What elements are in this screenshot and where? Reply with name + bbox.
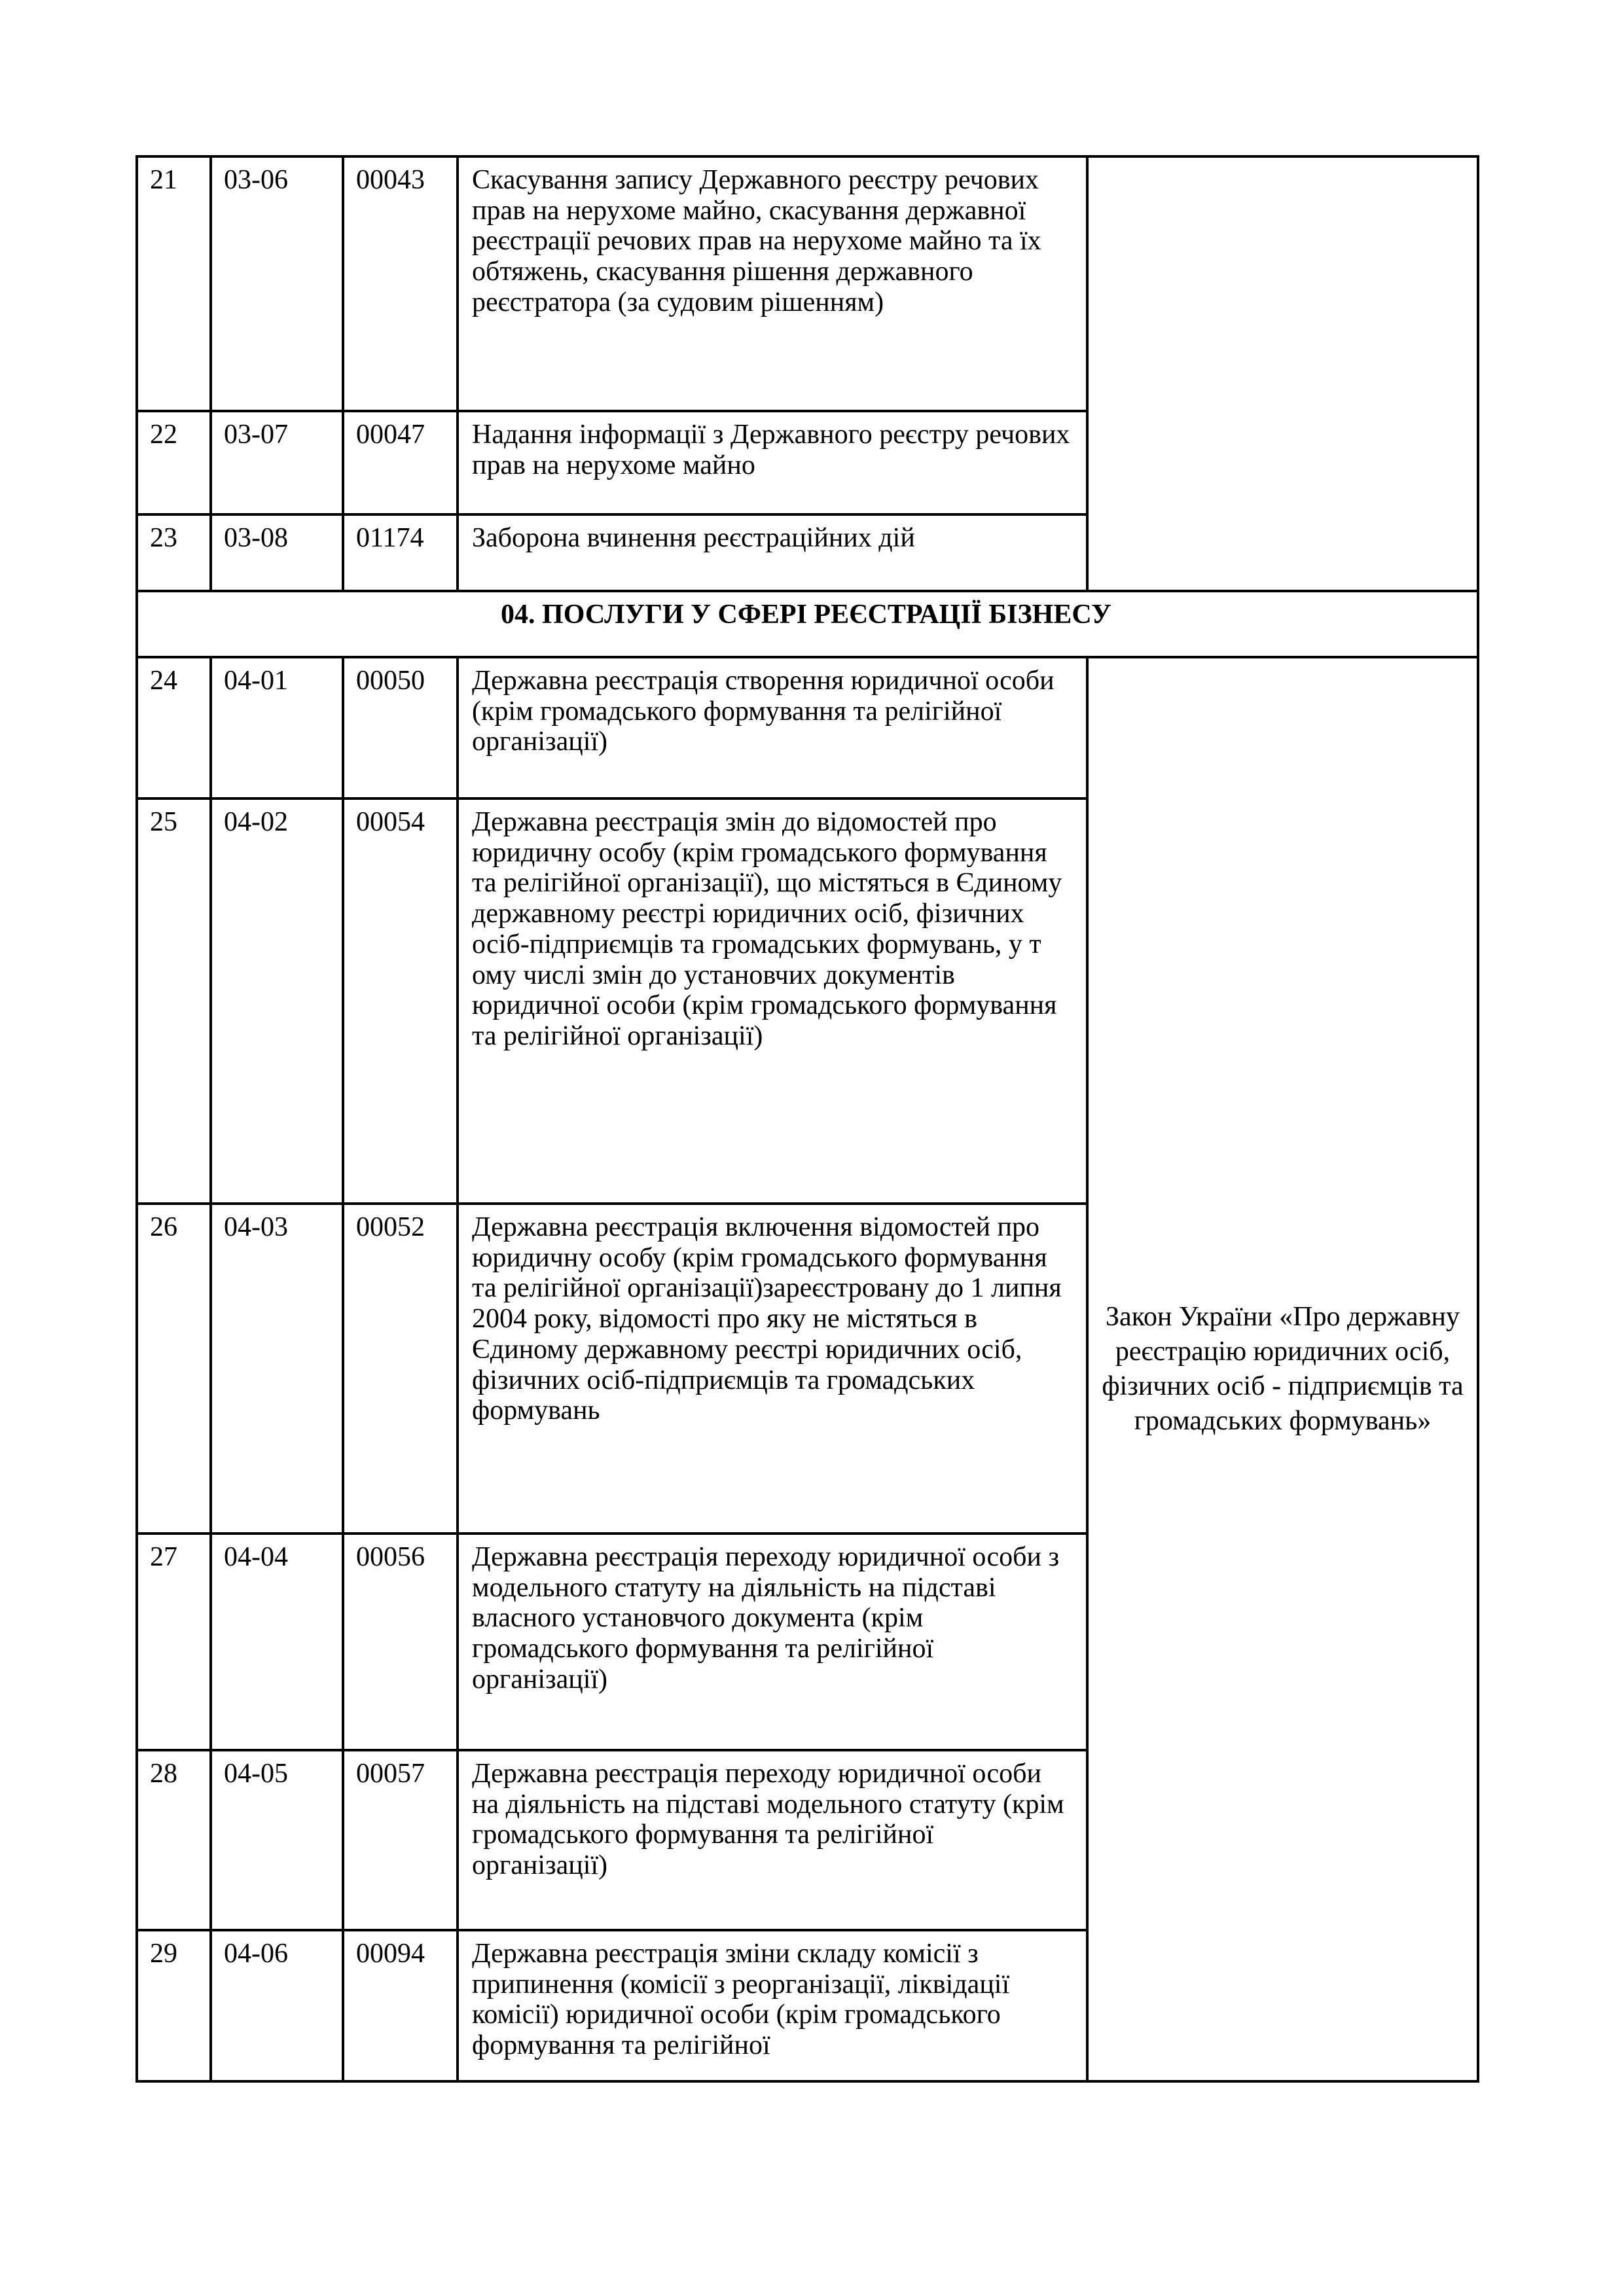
service-id: 00056: [356, 1542, 425, 1572]
service-id: 00052: [356, 1212, 425, 1242]
row-number: 25: [150, 807, 177, 837]
service-name: Державна реєстрація переходу юридичної особи на діяльність на підставі модельного статуту (крім громадського формування та релігійної організації): [472, 1759, 1064, 1881]
service-code: 04-01: [224, 666, 288, 696]
service-name: Державна реєстрація створення юридичної особи (крім громадського формування та релігійної організації): [472, 666, 1055, 757]
service-id: 00054: [356, 807, 425, 837]
service-code: 03-06: [224, 165, 288, 195]
services-table: [135, 155, 1477, 2080]
service-id: 00057: [356, 1759, 425, 1789]
service-id: 00043: [356, 165, 425, 195]
service-code: 04-06: [224, 1939, 288, 1969]
service-code: 04-05: [224, 1759, 288, 1789]
row-number: 27: [150, 1542, 177, 1572]
service-name: Державна реєстрація переходу юридичної особи з модельного статуту на діяльність на підставі власного установчого документа (крім громадського формування та релігійної організації): [472, 1542, 1060, 1695]
table-border-bottom: [135, 2080, 1479, 2083]
service-code: 03-08: [224, 523, 288, 553]
legal-basis-section04: Закон України «Про державну реєстрацію юридичних осіб, фізичних осіб - підприємців та громадських формувань»: [1102, 1302, 1464, 1436]
service-code: 04-02: [224, 807, 288, 837]
row-number: 23: [150, 523, 177, 553]
service-name: Заборона вчинення реєстраційних дій: [472, 523, 915, 553]
col-divider: [342, 656, 344, 2080]
row-number: 26: [150, 1212, 177, 1242]
service-id: 01174: [356, 523, 424, 553]
section-divider: [135, 590, 1479, 592]
service-name: Надання інформації з Державного реєстру речових прав на нерухоме майно: [472, 420, 1070, 480]
service-id: 00050: [356, 666, 425, 696]
service-id: 00047: [356, 420, 425, 450]
col-divider: [209, 656, 212, 2080]
row-number: 29: [150, 1939, 177, 1969]
service-id: 00094: [356, 1939, 425, 1969]
service-code: 03-07: [224, 420, 288, 450]
service-name: Державна реєстрація змін до відомостей про юридичну особу (крім громадського формування та релігійної організації), що містяться в Єдиному державному реєстрі юридичних осіб, фізичних осіб-підприємців та громадських формувань, у т ому числі змін до установчих документів юридичної особи (крім громадського формування та релігійної організації): [472, 807, 1062, 1051]
service-name: Державна реєстрація зміни складу комісії з припинення (комісії з реорганізації, ліквідації комісії) юридичної особи (крім громадського формування та релігійної: [472, 1939, 1010, 2061]
row-number: 28: [150, 1759, 177, 1789]
row-number: 22: [150, 420, 177, 450]
service-name: Державна реєстрація включення відомостей про юридичну особу (крім громадського формування та релігійної організації)зареєстровану до 1 липня 2004 року, відомості про яку не містяться в Єдиному державному реєстрі юридичних осіб, фізичних осіб-підприємців та громадських формувань: [472, 1212, 1062, 1426]
row-number: 24: [150, 666, 177, 696]
row-number: 21: [150, 165, 177, 195]
table-border-right: [1477, 155, 1479, 2083]
legal-basis-section03: [1089, 158, 1477, 590]
service-name: Скасування запису Державного реєстру речових прав на нерухоме майно, скасування державної реєстрації речових прав на нерухоме майно та їх обтяжень, скасування рішення державного реєстратора (за судовим рішенням): [472, 165, 1041, 317]
service-code: 04-04: [224, 1542, 288, 1572]
section-header: 04. ПОСЛУГИ У СФЕРІ РЕЄСТРАЦІЇ БІЗНЕСУ: [501, 600, 1111, 630]
service-code: 04-03: [224, 1212, 288, 1242]
